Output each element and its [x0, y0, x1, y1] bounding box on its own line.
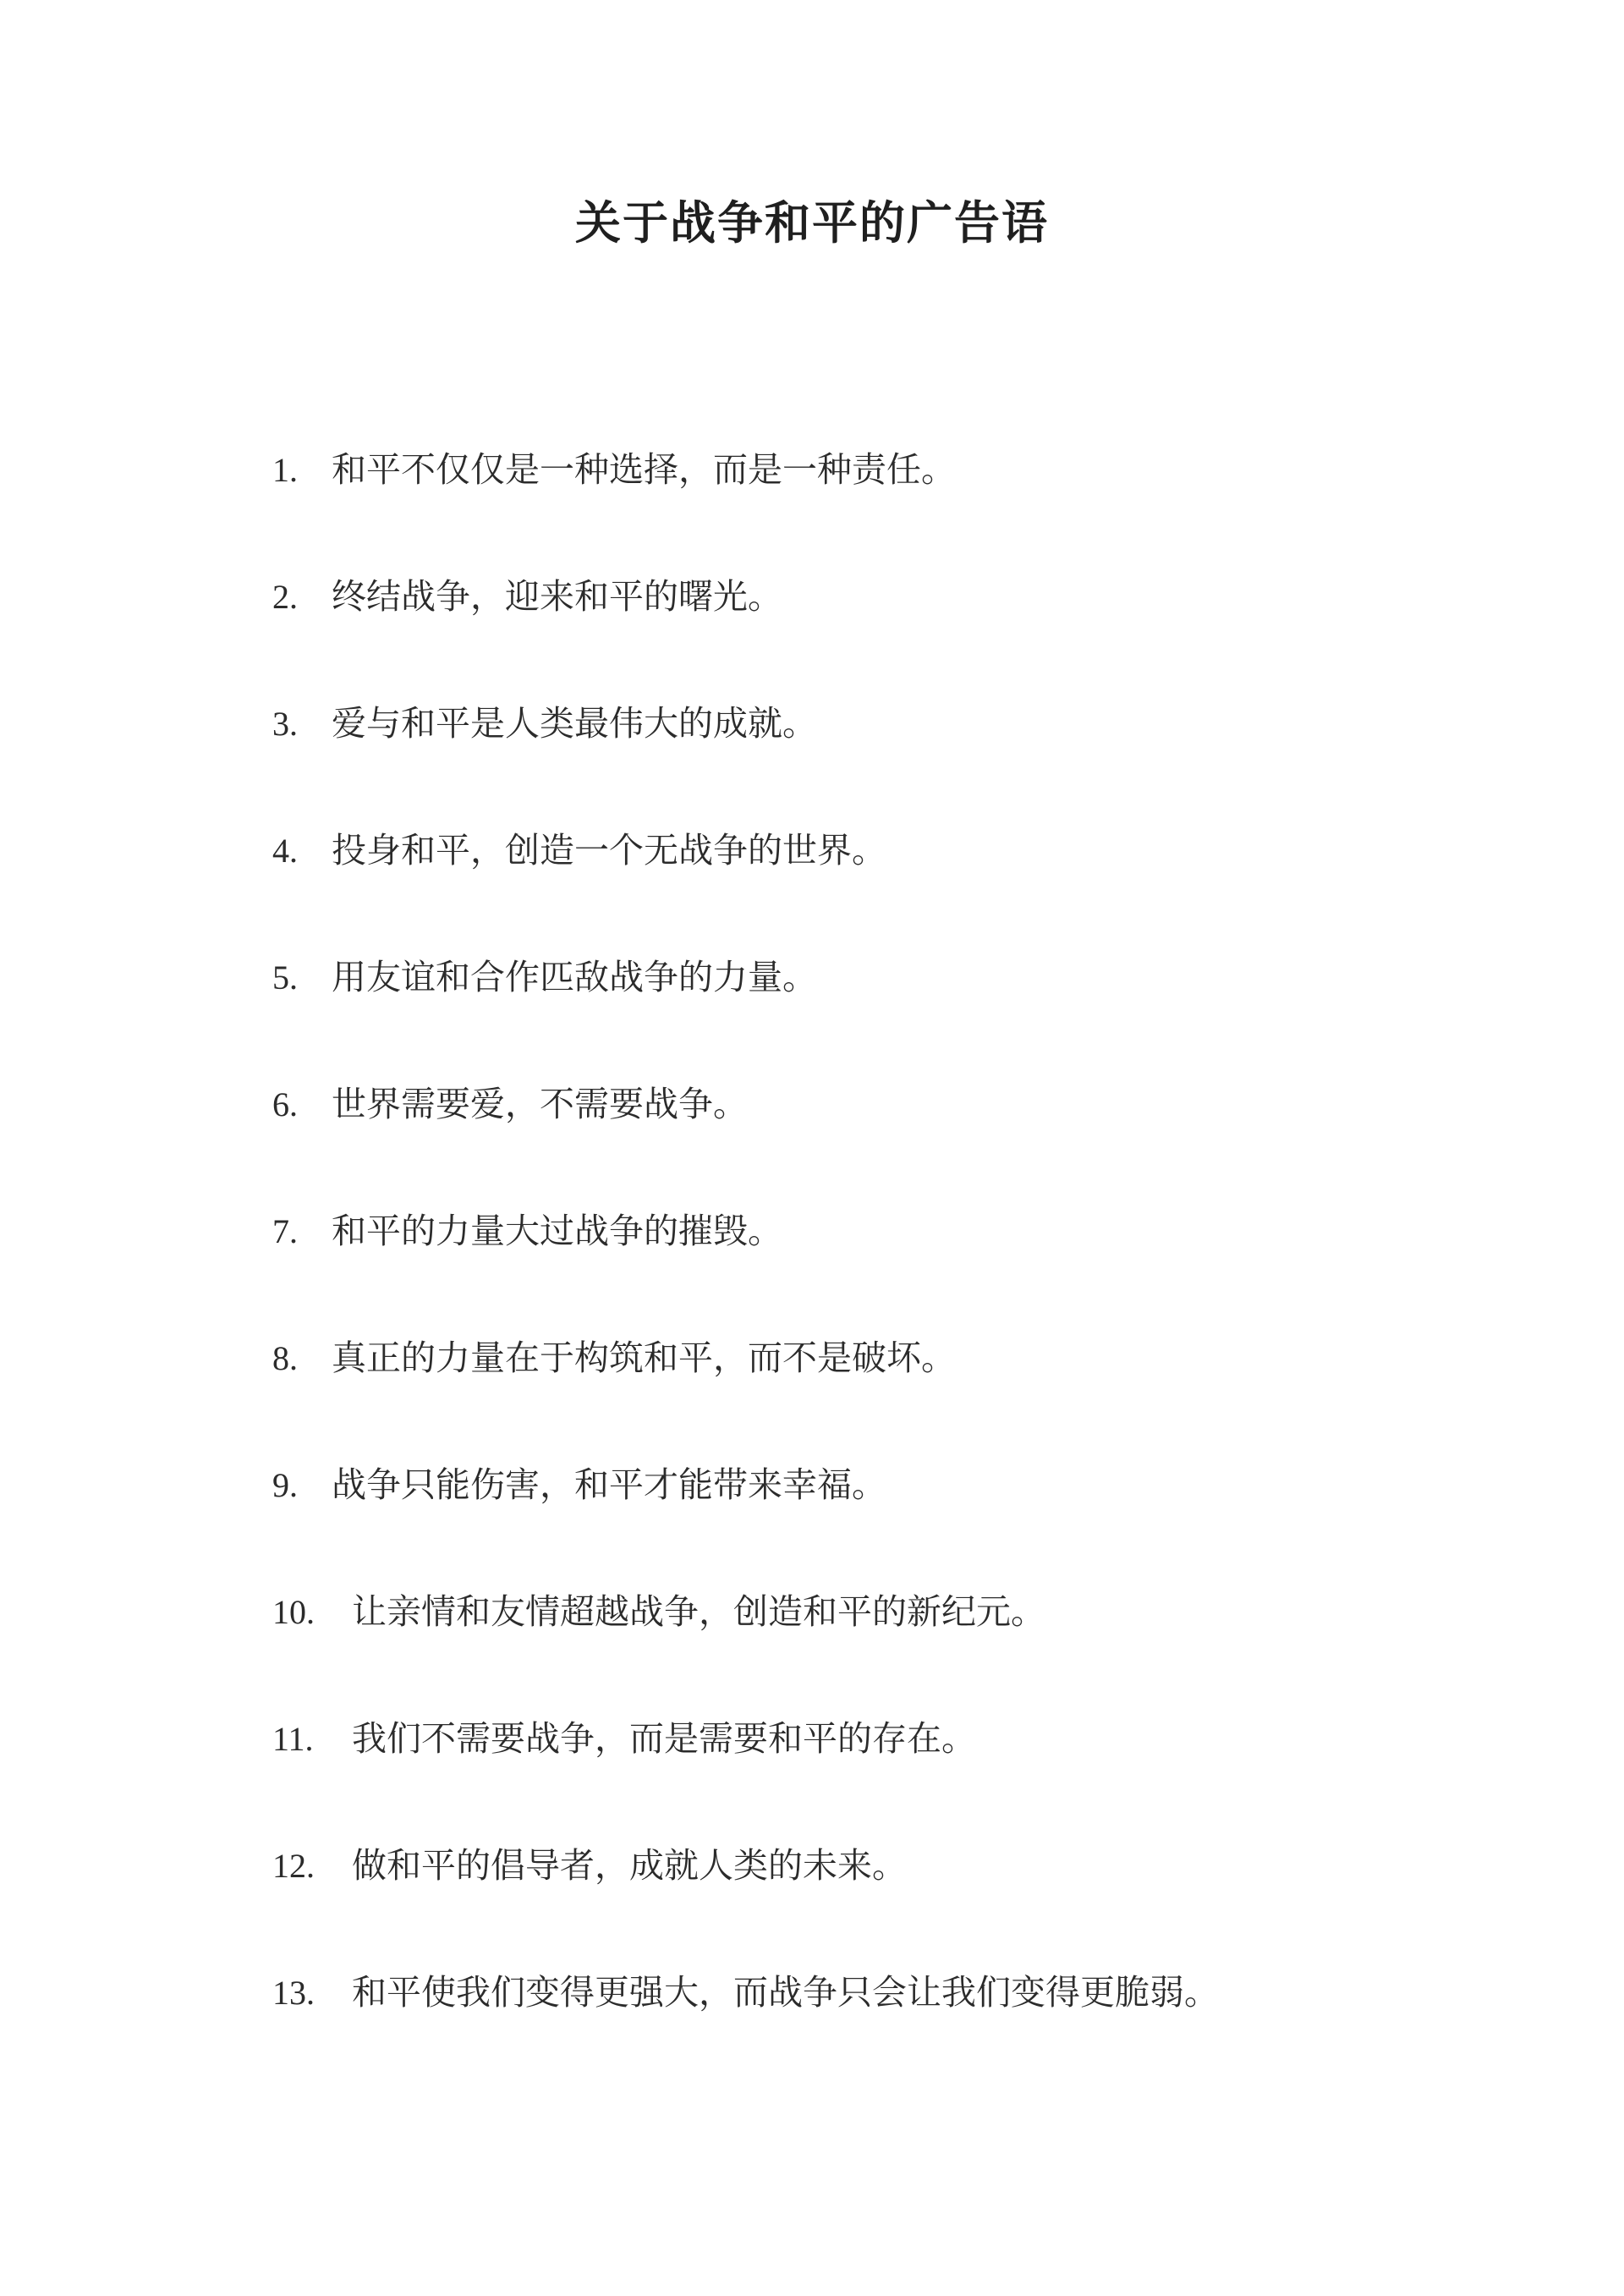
list-item	[272, 440, 1219, 567]
item-text: 用友谊和合作匹敌战争的力量。	[332, 957, 817, 997]
item-text: 和平不仅仅是一种选择，而是一种责任。	[332, 449, 956, 490]
item-number: 1.	[272, 451, 298, 489]
item-number: 2.	[272, 578, 298, 616]
item-text: 我们不需要战争，而是需要和平的存在。	[352, 1718, 976, 1759]
item-number: 3.	[272, 705, 298, 743]
item-number: 10.	[272, 1593, 315, 1631]
item-number: 13.	[272, 1974, 315, 2012]
list-item	[272, 1836, 1219, 1963]
item-text: 真正的力量在于构筑和平，而不是破坏。	[332, 1338, 956, 1378]
list-item	[272, 1074, 1219, 1201]
item-text: 和平的力量大过战争的摧毁。	[332, 1211, 782, 1251]
list-item	[272, 1455, 1219, 1582]
list-item	[272, 821, 1219, 948]
item-number: 6.	[272, 1085, 298, 1123]
item-number: 4.	[272, 832, 298, 870]
item-text: 让亲情和友情超越战争，创造和平的新纪元。	[352, 1591, 1045, 1632]
item-text: 战争只能伤害，和平才能带来幸福。	[332, 1464, 886, 1505]
item-number: 12.	[272, 1847, 315, 1885]
item-number: 5.	[272, 958, 298, 997]
list-item	[272, 1328, 1219, 1455]
list-item	[272, 948, 1219, 1074]
list-item	[272, 1709, 1219, 1836]
list-item	[272, 567, 1219, 694]
list-item	[272, 1582, 1219, 1709]
item-text: 世界需要爱，不需要战争。	[332, 1084, 748, 1124]
item-number: 7.	[272, 1212, 298, 1250]
item-text: 做和平的倡导者，成就人类的未来。	[352, 1845, 907, 1886]
list-item	[272, 694, 1219, 821]
list-item	[272, 1201, 1219, 1328]
item-text: 投身和平，创造一个无战争的世界。	[332, 830, 886, 871]
item-text: 和平使我们变得更强大，而战争只会让我们变得更脆弱。	[352, 1972, 1219, 2013]
slogan-list	[272, 440, 1219, 2090]
item-number: 9.	[272, 1466, 298, 1504]
list-item	[272, 1963, 1219, 2090]
document-title: 关于战争和平的广告语	[575, 195, 1049, 250]
item-text: 终结战争，迎来和平的曙光。	[332, 576, 782, 617]
item-number: 8.	[272, 1339, 298, 1377]
item-number: 11.	[272, 1720, 314, 1758]
item-text: 爱与和平是人类最伟大的成就。	[332, 703, 817, 744]
